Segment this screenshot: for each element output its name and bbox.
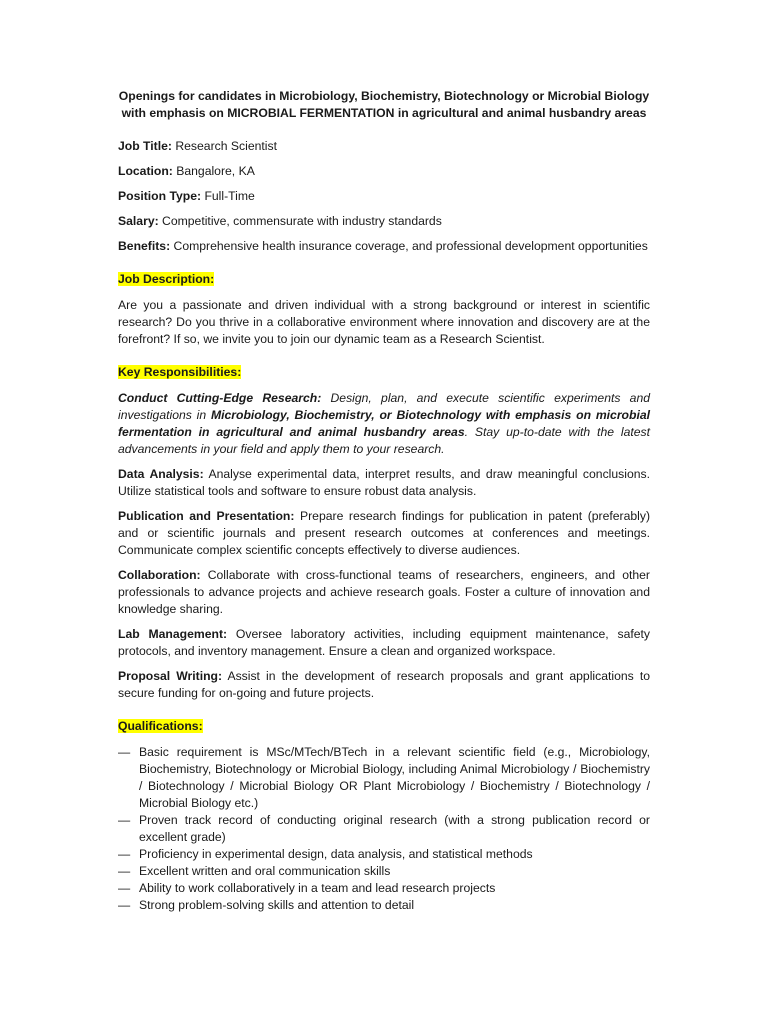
document-title bbox=[106, 88, 662, 122]
location-field bbox=[118, 163, 650, 180]
qualification-item bbox=[118, 812, 650, 846]
position-type-value: Full-Time bbox=[204, 189, 255, 203]
qualification-text: Strong problem-solving skills and attention to detail bbox=[139, 898, 415, 912]
qualification-item bbox=[118, 897, 650, 914]
data-analysis-label: Data Analysis: bbox=[118, 467, 204, 481]
document-content bbox=[118, 88, 650, 914]
qualification-item bbox=[118, 846, 650, 863]
research-emphasis: Microbiology, Biochemistry, or Biotechnology with emphasis on microbial fermentation in agricultural and animal husbandry areas bbox=[118, 408, 650, 439]
qualification-item bbox=[118, 744, 650, 812]
qualifications-heading bbox=[118, 718, 650, 735]
benefits-field bbox=[118, 238, 650, 255]
salary-label: Salary: bbox=[118, 214, 159, 228]
job-description-heading-text: Job Description: bbox=[118, 272, 215, 286]
proposal-writing-text: Assist in the development of research proposals and grant applications to secure funding for on-going and future projects. bbox=[118, 669, 650, 700]
position-type-label: Position Type: bbox=[118, 189, 202, 203]
qualifications-list bbox=[118, 744, 650, 914]
benefits-value: Comprehensive health insurance coverage, and professional development opportunities bbox=[173, 239, 648, 253]
job-title-field bbox=[118, 138, 650, 155]
responsibility-collaboration bbox=[118, 567, 650, 618]
responsibility-research bbox=[118, 390, 650, 458]
dash-bullet: — bbox=[118, 881, 131, 895]
job-title-label: Job Title: bbox=[118, 139, 172, 153]
location-value: Bangalore, KA bbox=[176, 164, 255, 178]
responsibility-proposal-writing bbox=[118, 668, 650, 702]
salary-value: Competitive, commensurate with industry standards bbox=[162, 214, 442, 228]
position-type-field bbox=[118, 188, 650, 205]
responsibility-lab-management bbox=[118, 626, 650, 660]
job-title-value: Research Scientist bbox=[175, 139, 277, 153]
responsibilities-heading bbox=[118, 364, 650, 381]
job-description-text: Are you a passionate and driven individual with a strong background or interest in scientific research? Do you thrive in a collaborative environment where innovation and discovery are at the forefront? If so, we invite you to join our dynamic team as a Research Scientist. bbox=[118, 298, 650, 346]
lab-management-text: Oversee laboratory activities, including equipment maintenance, safety protocols, and inventory management. Ensure a clean and organized workspace. bbox=[118, 627, 651, 658]
dash-bullet: — bbox=[118, 745, 131, 759]
data-analysis-text: Analyse experimental data, interpret results, and draw meaningful conclusions. Utilize statistical tools and software to ensure robust data analysis. bbox=[118, 467, 650, 498]
proposal-writing-label: Proposal Writing: bbox=[118, 669, 223, 683]
publication-text: Prepare research findings for publication in patent (preferably) and or scientific journals and present research outcomes at conferences and meetings. Communicate complex scientific concepts effectively to diverse audiences. bbox=[118, 509, 651, 557]
qualification-item bbox=[118, 863, 650, 880]
dash-bullet: — bbox=[118, 864, 131, 878]
qualification-text: Basic requirement is MSc/MTech/BTech in a relevant scientific field (e.g., Microbiology, Biochemistry, Biotechnology or Microbial Biology, including Animal Microbiology / Biochemistry / Biotechnology / Microbial Biology OR Plant Microbiology / Biochemistry / Biotechnology / Microbial Biology etc.) bbox=[139, 745, 650, 810]
responsibility-publication bbox=[118, 508, 650, 559]
title-line-1: Openings for candidates in Microbiology, Biochemistry, Biotechnology or Microbial Biology bbox=[118, 89, 650, 103]
publication-label: Publication and Presentation: bbox=[118, 509, 295, 523]
title-line-2: with emphasis on MICROBIAL FERMENTATION in agricultural and animal husbandry areas bbox=[121, 106, 647, 120]
dash-bullet: — bbox=[118, 898, 131, 912]
qualification-item bbox=[118, 880, 650, 897]
location-label: Location: bbox=[118, 164, 173, 178]
lab-management-label: Lab Management: bbox=[118, 627, 228, 641]
qualification-text: Proven track record of conducting original research (with a strong publication record or excellent grade) bbox=[139, 813, 650, 844]
collaboration-label: Collaboration: bbox=[118, 568, 201, 582]
dash-bullet: — bbox=[118, 847, 131, 861]
collaboration-text: Collaborate with cross-functional teams of researchers, engineers, and other professionals to advance projects and achieve research goals. Foster a culture of innovation and knowledge sharing. bbox=[118, 568, 650, 616]
qualification-text: Proficiency in experimental design, data analysis, and statistical methods bbox=[139, 847, 533, 861]
responsibilities-heading-text: Key Responsibilities: bbox=[118, 365, 242, 379]
benefits-label: Benefits: bbox=[118, 239, 171, 253]
dash-bullet: — bbox=[118, 813, 131, 827]
qualifications-heading-text: Qualifications: bbox=[118, 719, 203, 733]
job-description-heading bbox=[118, 271, 650, 288]
qualification-text: Excellent written and oral communication skills bbox=[139, 864, 391, 878]
research-text-1: Design, plan, and execute scientific experiments and investigations in bbox=[118, 391, 650, 422]
research-text-2: . Stay up-to-date with the latest advancements in your field and apply them to your research. bbox=[118, 425, 650, 456]
responsibility-data-analysis bbox=[118, 466, 650, 500]
qualification-text: Ability to work collaboratively in a team and lead research projects bbox=[139, 881, 496, 895]
salary-field bbox=[118, 213, 650, 230]
research-label: Conduct Cutting-Edge Research: bbox=[118, 391, 322, 405]
